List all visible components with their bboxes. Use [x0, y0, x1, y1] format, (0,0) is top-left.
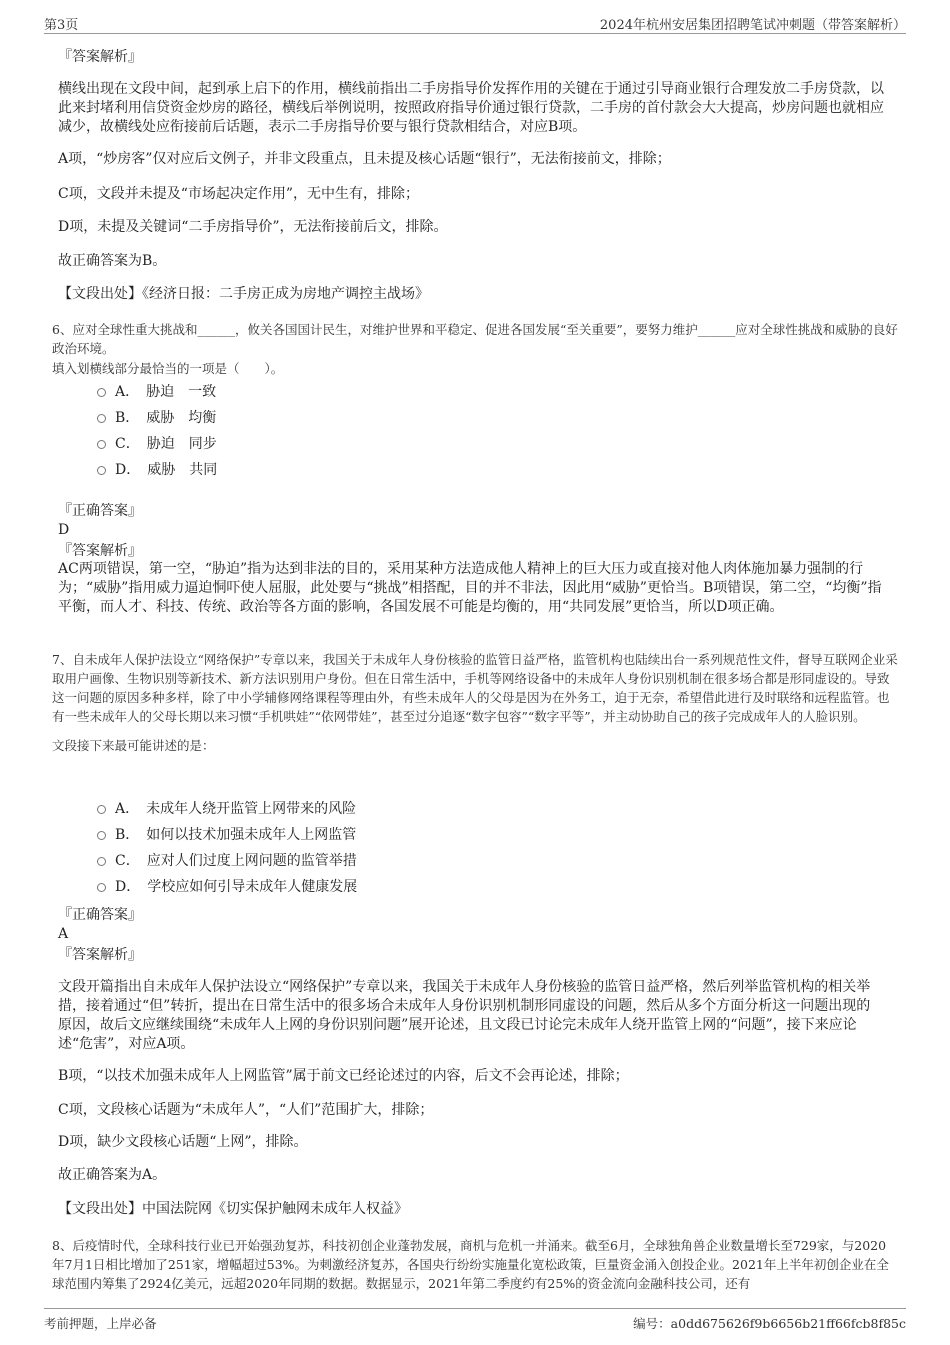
header-rule: [44, 33, 906, 34]
radio-icon[interactable]: [97, 414, 106, 423]
question-7-prompt: 文段接下来最可能讲述的是：: [52, 738, 215, 753]
q6-option-b[interactable]: [97, 408, 216, 428]
analysis-item-d: D项，未提及关键词“二手房指导价”，无法衔接前后文，排除。: [58, 219, 448, 235]
source-citation: 【文段出处】《经济日报：二手房正成为房地产调控主战场》: [58, 286, 429, 302]
q7-option-d[interactable]: [97, 877, 357, 897]
correct-answer-label: 『正确答案』: [58, 503, 142, 519]
correct-answer: A: [58, 926, 69, 942]
radio-icon[interactable]: [97, 388, 106, 397]
question-7-stem: 7、自未成年人保护法设立“网络保护”专章以来，我国关于未成年人身份核验的监管日益严格，监管机构也陆续出台一系列规范性文件，督导互联网企业采取用户画像、生物识别等新技术、新方法识别用户身份。但在日常生活中，手机等网络设备中的未成年人身份识别机制在很多场合都是形同虚设的。导致这一问题的原因多种多样，除了中小学辅修网络课程等理由外，有些未成年人的父母是因为在外务工，迫于无奈，希望借此进行及时联络和远程监管。也有一些未成年人的父母长期以来习惯“手机哄娃”“依网带娃”，甚至过分追逐“数字包容”“数字平等”，并主动协助自己的孩子完成成年人的人脸识别。: [52, 652, 898, 724]
correct-answer: D: [58, 522, 70, 538]
option-label: D． 威胁 共同: [115, 462, 218, 478]
radio-icon[interactable]: [97, 883, 106, 892]
option-label: B． 如何以技术加强未成年人上网监管: [115, 827, 357, 843]
analysis-text: 横线出现在文段中间，起到承上启下的作用，横线前指出二手房指导价发挥作用的关键在于通过引导商业银行合理发放二手房贷款，以此来封堵利用信贷资金炒房的路径，横线后举例说明，按照政府指导价通过银行贷款，二手房的首付款会大大提高，炒房问题也就相应减少，故横线处应衔接前后话题，表示二手房指导价要与银行贷款相结合，对应B项。: [58, 81, 884, 135]
footer-rule: [44, 1308, 906, 1309]
q6-option-a[interactable]: [97, 382, 216, 402]
q6-option-d[interactable]: [97, 460, 217, 480]
analysis-label: 『答案解析』: [58, 947, 142, 963]
analysis-text: 文段开篇指出自未成年人保护法设立“网络保护”专章以来，我国关于未成年人身份核验的监管日益严格，然后列举监管机构的相关举措，接着通过“但”转折，提出在日常生活中的很多场合未成年人身份识别机制形同虚设的问题，然后从多个方面分析这一问题出现的原因，故后文应继续围绕“未成年人上网的身份识别问题”展开论述，且文段已讨论完未成年人绕开监管上网的“问题”，接下来应论述“危害”，对应A项。: [58, 979, 871, 1052]
q7-option-c[interactable]: [97, 851, 357, 871]
analysis-label: 『答案解析』: [58, 49, 142, 65]
option-label: B． 威胁 均衡: [115, 410, 217, 426]
radio-icon[interactable]: [97, 440, 106, 449]
analysis-text: AC两项错误，第一空，“胁迫”指为达到非法的目的，采用某种方法造成他人精神上的巨大压力或直接对他人肉体施加暴力强制的行为；“威胁”指用威力逼迫恫吓使人屈服，此处要与“挑战”相搭配，目的并不非法，因此用“威胁”更恰当。B项错误，第二空，“均衡”指平衡，而人才、科技、传统、政治等各方面的影响，各国发展不可能是均衡的，用“共同发展”更恰当，所以D项正确。: [58, 561, 882, 615]
question-6-stem: 6、应对全球性重大挑战和______，攸关各国国计民生，对维护世界和平稳定、促进各国发展“至关重要”，要努力维护______应对全球性挑战和威胁的良好政治环境。: [52, 322, 898, 356]
option-label: C． 应对人们过度上网问题的监管举措: [115, 853, 357, 869]
radio-icon[interactable]: [97, 466, 106, 475]
analysis-item-b: B项，“以技术加强未成年人上网监管”属于前文已经论述过的内容，后文不会再论述，排除；: [58, 1068, 629, 1084]
option-label: A． 胁迫 一致: [115, 384, 217, 400]
analysis-conclusion: 故正确答案为A。: [58, 1167, 167, 1183]
option-label: A． 未成年人绕开监管上网带来的风险: [115, 801, 357, 817]
document-title: 2024年杭州安居集团招聘笔试冲刺题（带答案解析）: [599, 18, 906, 33]
option-label: D． 学校应如何引导未成年人健康发展: [115, 879, 358, 895]
analysis-item-a: A项，“炒房客”仅对应后文例子，并非文段重点，且未提及核心话题“银行”，无法衔接前文，排除；: [58, 151, 671, 167]
analysis-conclusion: 故正确答案为B。: [58, 253, 167, 269]
radio-icon[interactable]: [97, 805, 106, 814]
analysis-item-c: C项，文段并未提及“市场起决定作用”，无中生有，排除；: [58, 186, 420, 202]
footer-slogan: 考前押题，上岸必备: [44, 1316, 157, 1331]
analysis-item-d: D项，缺少文段核心话题“上网”，排除。: [58, 1134, 308, 1150]
q7-option-b[interactable]: [97, 825, 356, 845]
option-label: C． 胁迫 同步: [115, 436, 217, 452]
analysis-item-c: C项，文段核心话题为“未成年人”，“人们”范围扩大，排除；: [58, 1102, 434, 1118]
question-8-stem: 8、后疫情时代，全球科技行业已开始强劲复苏，科技初创企业蓬勃发展，商机与危机一并涌来。截至6月，全球独角兽企业数量增长至729家，与2020年7月1日相比增加了251家，增幅超过53%。为刺激经济复苏，各国央行纷纷实施量化宽松政策，巨量资金涌入创投企业。2021年上半年初创企业在全球范围内筹集了2924亿美元，远超2020年同期的数据。数据显示，2021年第二季度约有25%的资金流向金融科技公司，还有: [52, 1238, 889, 1291]
radio-icon[interactable]: [97, 857, 106, 866]
correct-answer-label: 『正确答案』: [58, 907, 142, 923]
q7-option-a[interactable]: [97, 799, 356, 819]
analysis-label: 『答案解析』: [58, 543, 142, 559]
question-6-prompt: 填入划横线部分最恰当的一项是（ ）。: [52, 361, 284, 376]
page-number: 第3页: [44, 18, 79, 33]
source-citation: 【文段出处】中国法院网《切实保护触网未成年人权益》: [58, 1201, 408, 1217]
q6-option-c[interactable]: [97, 434, 217, 454]
radio-icon[interactable]: [97, 831, 106, 840]
document-id: 编号：a0dd675626f9b6656b21ff66fcb8f85c: [633, 1316, 906, 1331]
